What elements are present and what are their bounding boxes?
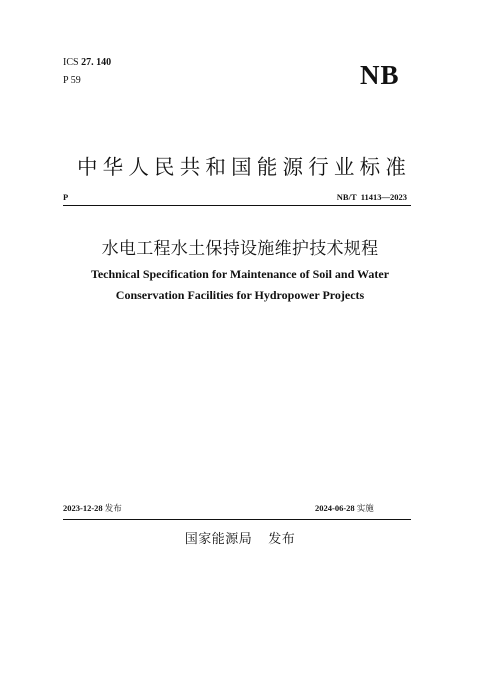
ics-prefix: ICS: [63, 57, 79, 68]
bottom-divider: [63, 519, 411, 520]
chinese-title: 水电工程水土保持设施维护技术规程: [101, 239, 379, 259]
effective-date-value: 2024-06-28: [315, 503, 355, 513]
standard-category-title: 中华人民共和国能源行业标准: [76, 155, 412, 179]
ics-code: [63, 57, 111, 68]
code-row-left: P: [63, 192, 69, 202]
ics-number: 27. 140: [81, 57, 112, 68]
english-title-line2: Conservation Facilities for Hydropower Projects: [115, 288, 365, 302]
publisher-action: 发布: [268, 532, 296, 547]
issue-date-value: 2023-12-28: [63, 503, 103, 513]
classification-code: P 59: [63, 75, 81, 86]
top-divider: [63, 205, 411, 206]
publisher: [0, 528, 480, 547]
standard-number: NB/T 11413—2023: [336, 192, 407, 202]
standard-mark: NB: [360, 60, 400, 90]
issue-date-label: 发布: [104, 504, 122, 514]
english-title-line1: Technical Specification for Maintenance of Soil and Water: [90, 267, 390, 281]
issue-date: [63, 502, 122, 514]
effective-date: [315, 502, 374, 514]
effective-date-label: 实施: [356, 504, 374, 514]
publisher-name: 国家能源局: [184, 532, 253, 547]
